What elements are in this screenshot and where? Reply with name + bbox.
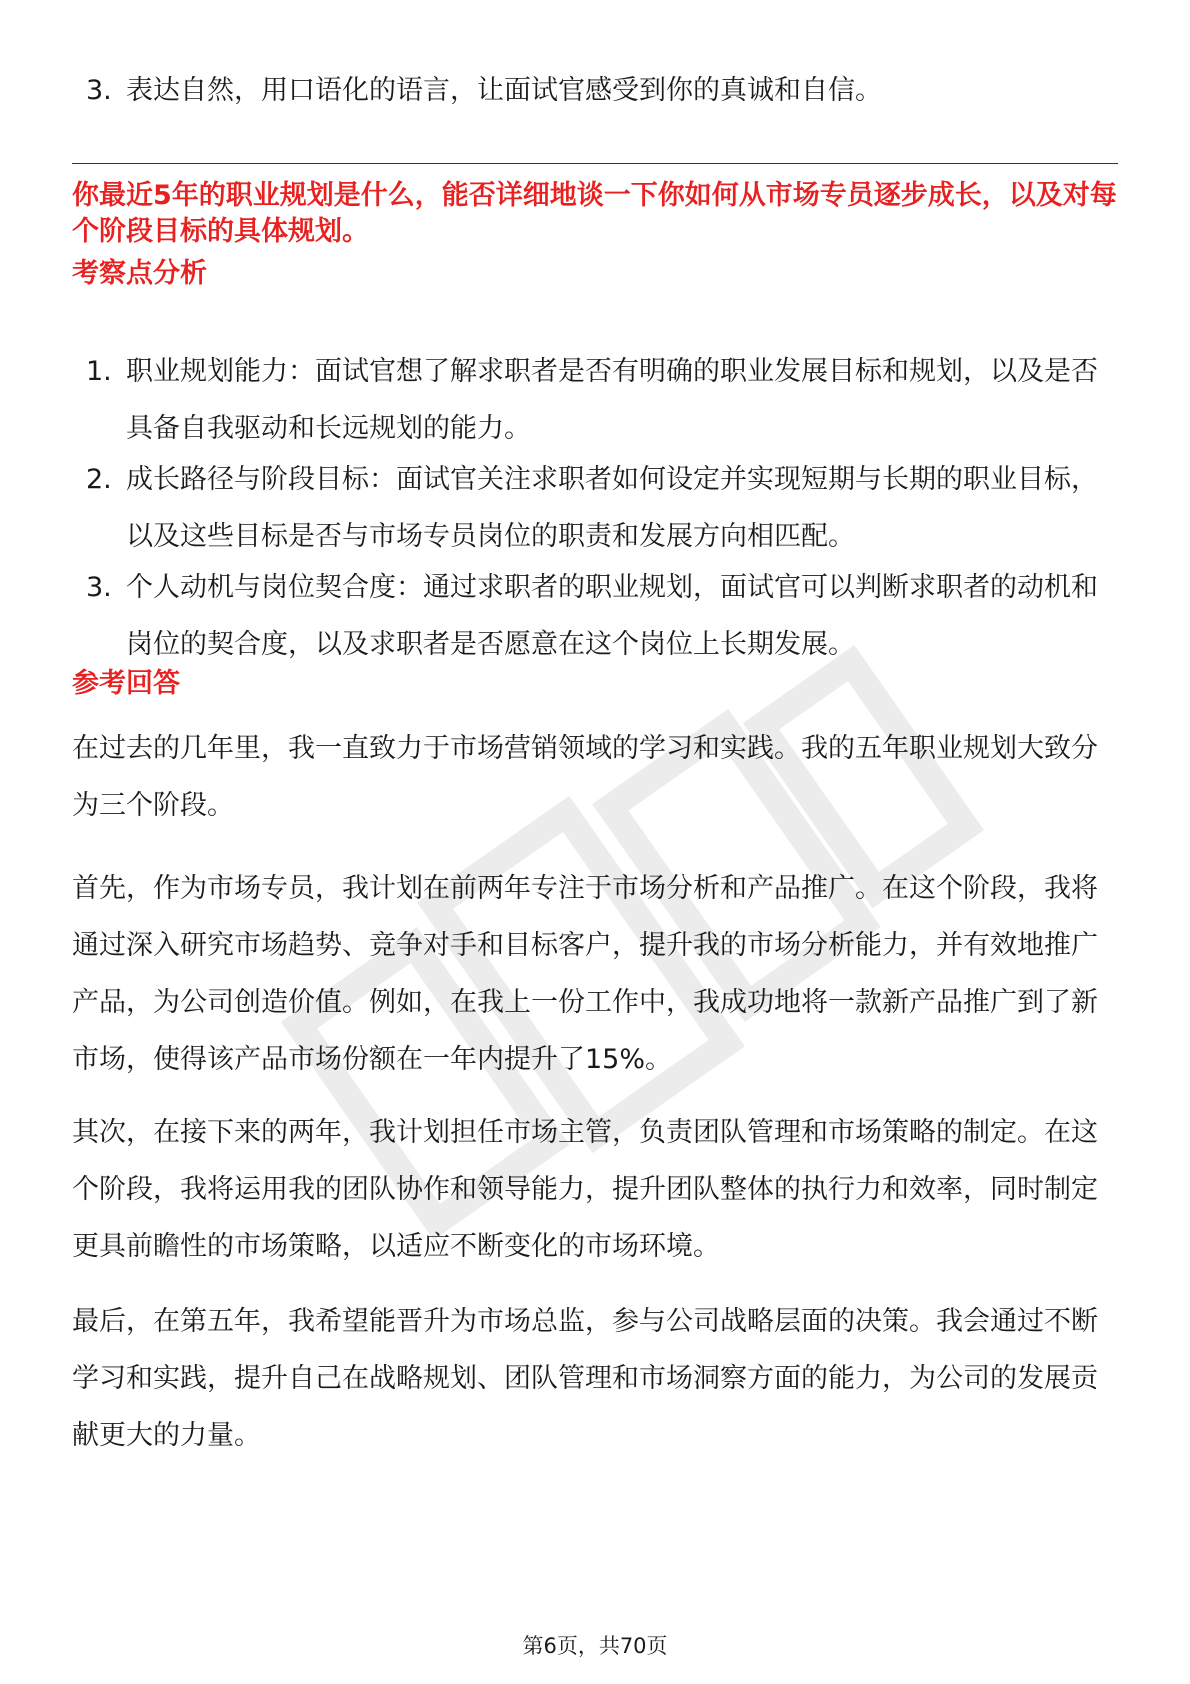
list-text: 表达自然，用口语化的语言，让面试官感受到你的真诚和自信。 bbox=[126, 75, 882, 106]
list-number: 3. bbox=[86, 75, 112, 106]
list-item bbox=[86, 343, 1116, 457]
analysis-heading: 考察点分析 bbox=[72, 258, 207, 289]
list-text: 个人动机与岗位契合度：通过求职者的职业规划，面试官可以判断求职者的动机和岗位的契合度，以及求职者是否愿意在这个岗位上长期发展。 bbox=[126, 572, 1098, 660]
list-text: 成长路径与阶段目标：面试官关注求职者如何设定并实现短期与长期的职业目标，以及这些目标是否与市场专员岗位的职责和发展方向相匹配。 bbox=[126, 464, 1098, 552]
list-item bbox=[86, 559, 1116, 673]
answer-paragraph: 首先，作为市场专员，我计划在前两年专注于市场分析和产品推广。在这个阶段，我将通过深入研究市场趋势、竞争对手和目标客户，提升我的市场分析能力，并有效地推广产品，为公司创造价值。例如，在我上一份工作中，我成功地将一款新产品推广到了新市场，使得该产品市场份额在一年内提升了15%。 bbox=[72, 873, 1098, 1075]
analysis-list bbox=[86, 343, 1116, 673]
answer-heading: 参考回答 bbox=[72, 668, 180, 699]
previous-list bbox=[86, 62, 1116, 119]
page-footer: 第6页，共70页 bbox=[522, 1634, 668, 1658]
list-item bbox=[86, 451, 1116, 565]
answer-paragraph: 其次，在接下来的两年，我计划担任市场主管，负责团队管理和市场策略的制定。在这个阶段，我将运用我的团队协作和领导能力，提升团队整体的执行力和效率，同时制定更具前瞻性的市场策略，以适应不断变化的市场环境。 bbox=[72, 1117, 1098, 1262]
list-item bbox=[86, 62, 1116, 119]
list-text: 职业规划能力：面试官想了解求职者是否有明确的职业发展目标和规划，以及是否具备自我驱动和长远规划的能力。 bbox=[126, 356, 1098, 444]
interview-question: 你最近5年的职业规划是什么，能否详细地谈一下你如何从市场专员逐步成长，以及对每个阶段目标的具体规划。 bbox=[72, 180, 1117, 247]
answer-paragraph: 最后，在第五年，我希望能晋升为市场总监，参与公司战略层面的决策。我会通过不断学习和实践，提升自己在战略规划、团队管理和市场洞察方面的能力，为公司的发展贡献更大的力量。 bbox=[72, 1306, 1098, 1451]
section-divider bbox=[72, 163, 1118, 164]
document-page bbox=[72, 0, 1118, 1684]
list-number: 3. bbox=[86, 572, 112, 603]
list-number: 2. bbox=[86, 464, 112, 495]
list-number: 1. bbox=[86, 356, 112, 387]
answer-paragraph: 在过去的几年里，我一直致力于市场营销领域的学习和实践。我的五年职业规划大致分为三个阶段。 bbox=[72, 733, 1098, 821]
